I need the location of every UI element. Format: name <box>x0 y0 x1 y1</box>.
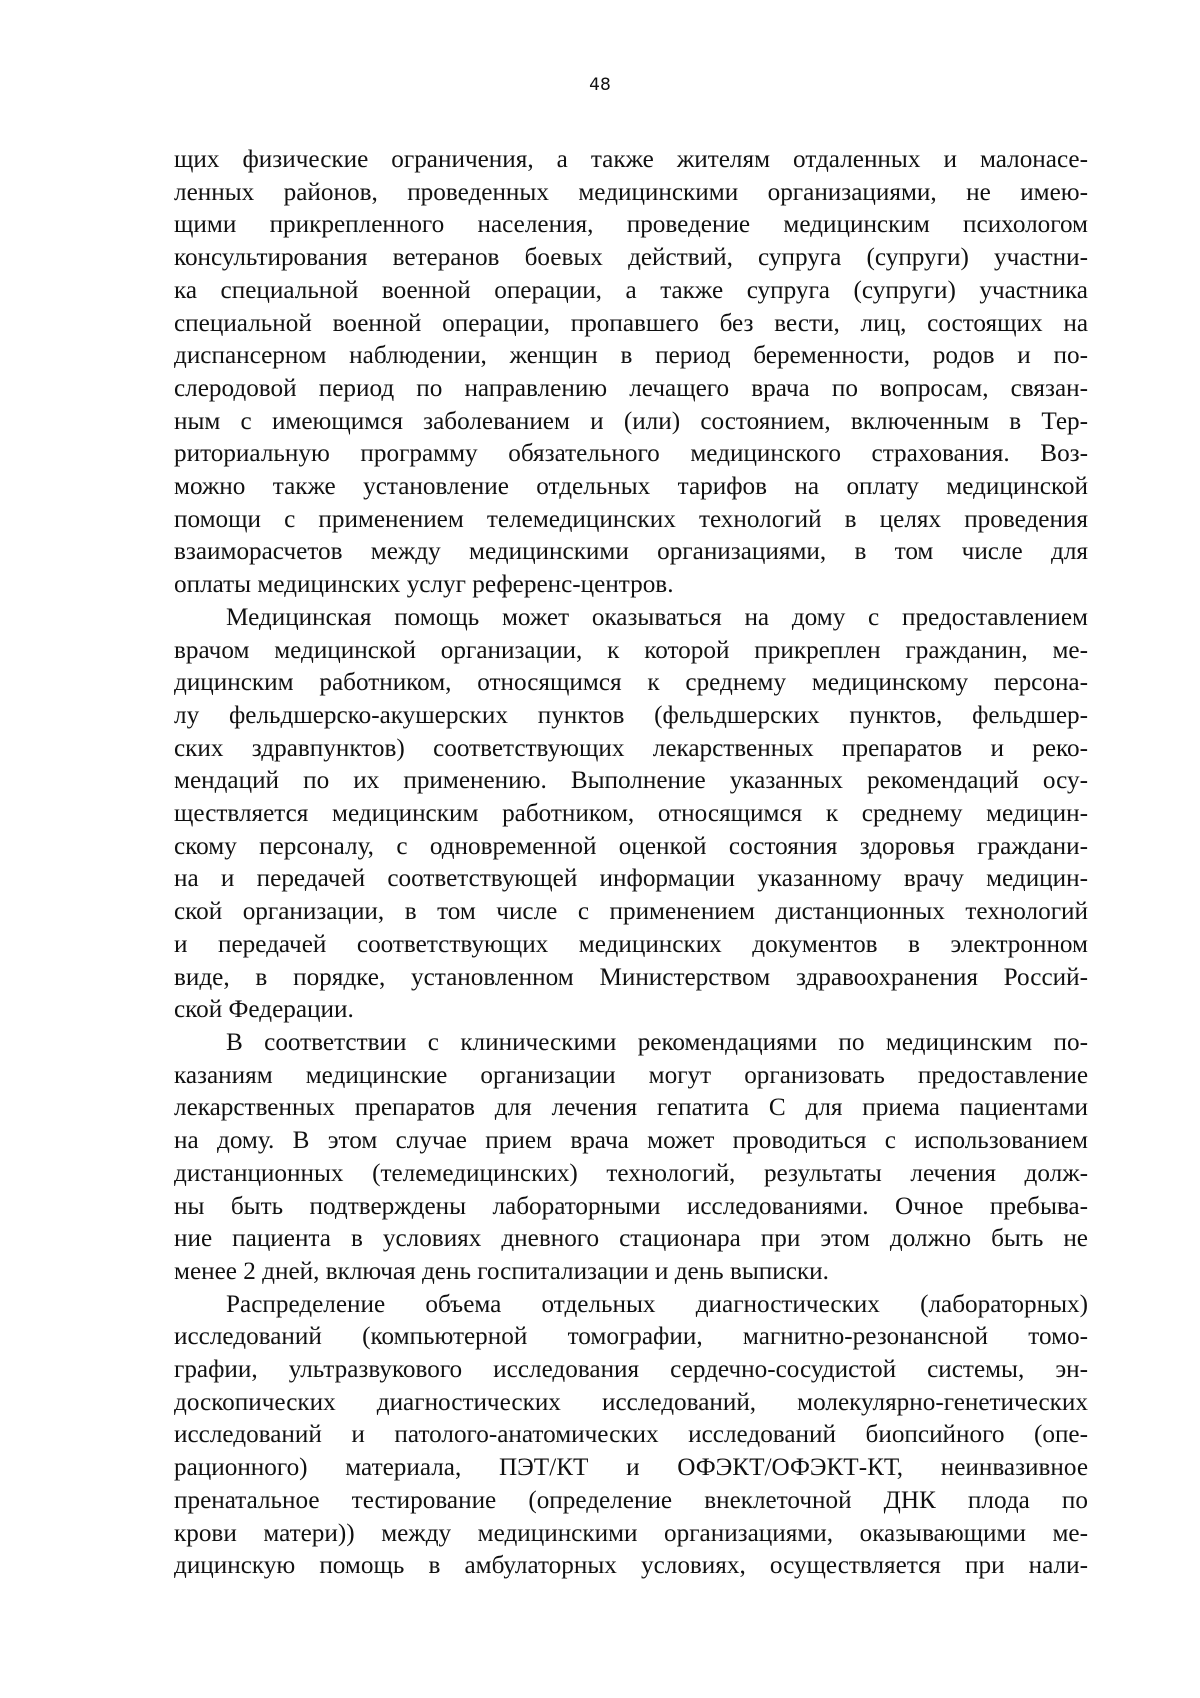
text-line: взаиморасчетов между медицинскими организациями, в том числе для <box>174 538 1088 566</box>
text-line: доскопических диагностических исследований, молекулярно-генетических <box>174 1388 1088 1416</box>
text-line: пренатальное тестирование (определение внеклеточной ДНК плода по <box>174 1486 1088 1514</box>
text-line: на и передачей соответствующей информации указанному врачу медицин- <box>174 865 1088 893</box>
text-line: щими прикрепленного населения, проведение медицинским психологом <box>174 211 1088 239</box>
text-line: В соответствии с клиническими рекомендациями по медицинским по- <box>226 1028 1088 1056</box>
text-line: казаниям медицинские организации могут организовать предоставление <box>174 1061 1088 1089</box>
text-line: графии, ультразвукового исследования сердечно-сосудистой системы, эн- <box>174 1356 1088 1384</box>
text-line: ние пациента в условиях дневного стационара при этом должно быть не <box>174 1225 1088 1253</box>
text-line: и передачей соответствующих медицинских документов в электронном <box>174 930 1088 958</box>
text-line: Распределение объема отдельных диагностических (лабораторных) <box>226 1290 1088 1318</box>
text-line: Медицинская помощь может оказываться на дому с предоставлением <box>226 603 1088 631</box>
text-line: врачом медицинской организации, к которой прикреплен гражданин, ме- <box>174 636 1088 664</box>
text-line: помощи с применением телемедицинских технологий в целях проведения <box>174 505 1088 533</box>
text-line: ществляется медицинским работником, относящимся к среднему медицин- <box>174 800 1088 828</box>
text-line: специальной военной операции, пропавшего без вести, лиц, состоящих на <box>174 309 1088 337</box>
text-line: ских здравпунктов) соответствующих лекарственных препаратов и реко- <box>174 734 1088 762</box>
text-line: консультирования ветеранов боевых действий, супруга (супруги) участни- <box>174 244 1088 272</box>
text-line: ным с имеющимся заболеванием и (или) состоянием, включенным в Тер- <box>174 407 1088 435</box>
text-line: дицинскую помощь в амбулаторных условиях, осуществляется при нали- <box>174 1552 1088 1580</box>
text-line: лекарственных препаратов для лечения гепатита С для приема пациентами <box>174 1094 1088 1122</box>
text-line: диспансерном наблюдении, женщин в период беременности, родов и по- <box>174 342 1088 370</box>
body-text <box>174 144 1088 1583</box>
text-line: ленных районов, проведенных медицинскими организациями, не имею- <box>174 178 1088 206</box>
text-line: рационного) материала, ПЭТ/КТ и ОФЭКТ/ОФЭКТ-КТ, неинвазивное <box>174 1454 1088 1482</box>
text-line: на дому. В этом случае прием врача может проводиться с использованием <box>174 1127 1088 1155</box>
text-line: оплаты медицинских услуг референс-центров. <box>174 571 674 599</box>
text-line: ны быть подтверждены лабораторными исследованиями. Очное пребыва- <box>174 1192 1088 1220</box>
page-number: 48 <box>589 75 611 95</box>
text-line: слеродовой период по направлению лечащего врача по вопросам, связан- <box>174 374 1088 402</box>
text-line: ской Федерации. <box>174 996 354 1024</box>
text-line: скому персоналу, с одновременной оценкой состояния здоровья граждани- <box>174 832 1088 860</box>
text-line: ка специальной военной операции, а также супруга (супруги) участника <box>174 276 1088 304</box>
text-line: можно также установление отдельных тарифов на оплату медицинской <box>174 473 1088 501</box>
text-line: щих физические ограничения, а также жителям отдаленных и малонасе- <box>174 146 1088 173</box>
text-line: риториальную программу обязательного медицинского страхования. Воз- <box>174 440 1088 468</box>
text-line: менее 2 дней, включая день госпитализации и день выписки. <box>174 1257 829 1285</box>
text-line: дицинским работником, относящимся к среднему медицинскому персона- <box>174 669 1088 697</box>
text-line: исследований (компьютерной томографии, магнитно-резонансной томо- <box>174 1323 1088 1351</box>
text-line: дистанционных (телемедицинских) технологий, результаты лечения долж- <box>174 1159 1088 1187</box>
text-line: ской организации, в том числе с применением дистанционных технологий <box>174 898 1088 926</box>
text-line: мендаций по их применению. Выполнение указанных рекомендаций осу- <box>174 767 1088 795</box>
text-line: виде, в порядке, установленном Министерством здравоохранения Россий- <box>174 963 1088 991</box>
text-line: лу фельдшерско-акушерских пунктов (фельдшерских пунктов, фельдшер- <box>174 701 1088 729</box>
text-line: крови матери)) между медицинскими организациями, оказывающими ме- <box>174 1519 1088 1547</box>
text-line: исследований и патолого-анатомических исследований биопсийного (опе- <box>174 1421 1088 1449</box>
